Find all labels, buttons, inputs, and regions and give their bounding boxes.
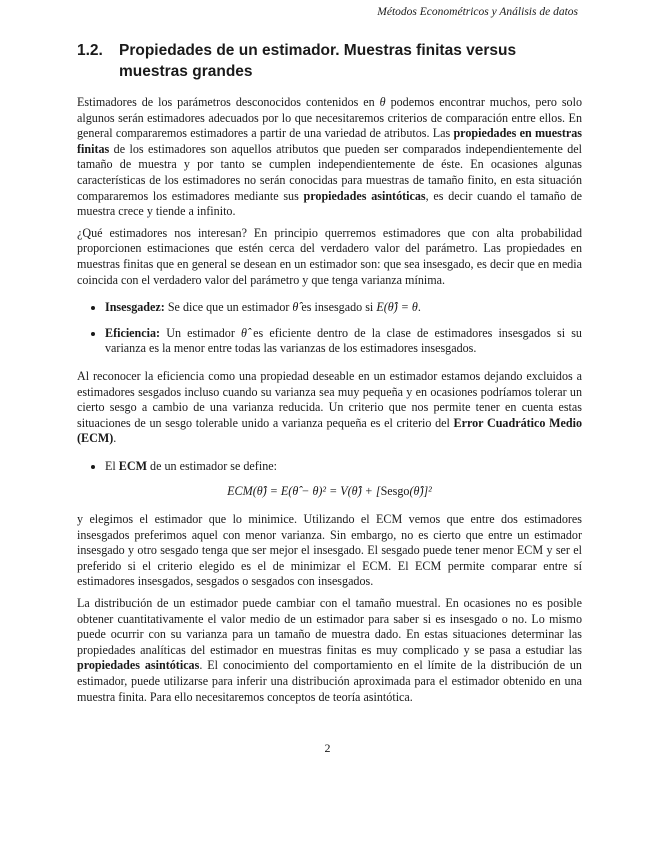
text-span: . [417,300,421,315]
paragraph-ecm-usage: y elegimos el estimador que lo minimice. Utilizando el ECM vemos que entre dos estimadores insesgados preferimos aquel con menor varianza. Sin embargo, no es cierto que entre un estimador insesgado y otro sesgado tenga que ser mejor el insesgado. El sesgado puede tener menor ECM y ser el preferido si el criterio elegido es el de minimizar el ECM. El ECM permite comparar entre sí estimadores insesgados, sesgados o sesgados con insesgados. [77,512,582,589]
property-list [77,300,582,357]
text-span: podemos encontrar muchos, pero solo algunos serán estimadores adecuados por lo que necesitaremos criterios de comparación entre ellos. En general compararemos estimadores a partir de una variedad de atributos. Las [77,95,582,141]
text-span: es eficiente dentro de la clase de estimadores insesgados si su varianza es la menor entre todas las varianzas de los estimadores insesgados. [105,325,582,356]
text-span: Estimadores de los parámetros desconocidos contenidos en [77,95,380,109]
ecm-formula [77,484,582,500]
bold-term-ecm: ECM [118,458,147,473]
paragraph-intro [77,95,582,220]
section-title: Propiedades de un estimador. Muestras finitas versus muestras grandes [119,42,517,80]
list-item-insesgadez [105,300,582,316]
bold-term-ecm: Error Cuadrático Medio (ECM) [77,415,582,446]
list-item-eficiencia [105,326,582,357]
text-span: Se dice que un estimador [164,300,293,315]
text-span: . El conocimiento del comportamiento en el límite de la distribución de un estimador, puede utilizarse para inferir una distribución aproximada para el estimador obtenido en una muestra finita. Para ello necesitaremos conceptos de teoría asintótica. [77,658,582,704]
section-heading [77,40,582,82]
text-span: Al reconocer la eficiencia como una propiedad deseable en un estimador estamos dejando excluidos a estimadores sesgados incluso cuando su varianza sea muy pequeña y en ocasiones podríamos tolerar un cierto sesgo a cambio de una varianza reducida. Un criterio que nos permite tener en cuenta estas situaciones de un sesgo tolerable unido a varianza pequeña es el criterio del [77,368,582,430]
text-span: de un estimador se define: [147,458,277,473]
text-span: es insesgado si [298,300,377,315]
bullet-label: Eficiencia: [105,325,161,340]
formula-sesgo: Sesgo [380,484,410,499]
text-span: El [105,458,119,473]
math-unbiased-condition: E(θ̂) = θ [376,300,418,315]
paragraph-interest: ¿Qué estimadores nos interesan? En principio querremos estimadores que con alta probabilidad proporcionen estimaciones que estén cerca del verdadero valor del parámetro. Las propiedades en muestras finitas que en general se desean en un estimador son: que sea insesgado, es decir que en media coincida con el verdadero valor del parámetro y que tenga varianza mínima. [77,225,582,287]
page-number: 2 [324,741,331,755]
ecm-list [77,459,582,475]
formula-part: ECM(θ̂) = E(θ̂ − θ)² = V(θ̂) + [ [227,484,381,499]
bold-term-asymptotic: propiedades asintóticas [303,188,426,203]
text-span: . [113,431,117,446]
text-span: de los estimadores son aquellos atributos que pueden ser comparados independientemente del tamaño de muestra y por tanto se cumplen independientemente de éste. En ocasiones algunas características de los estimadores no serán conocidas para muestras de tamaño finito, en esta situación compararemos los estimadores mediante sus [77,141,582,203]
formula-part: (θ̂)]² [409,484,432,499]
text-span: , es decir cuando el tamaño de muestra crece y tiende a infinito. [77,188,582,219]
text-span: La distribución de un estimador puede cambiar con el tamaño muestral. En ocasiones no es posible obtener cuantitativamente el valor medio de un estimador para saber si es insesgado o no. Lo mismo puede ocurrir con su varianza para un tamaño de muestra dado. En estas situaciones determinar las propiedades analíticas del estimador en muestras finitas es muy complicado y se pasa a estudiar las [77,596,582,657]
paragraph-distribution [77,596,582,705]
bold-term-asymptotic: propiedades asintóticas [77,658,200,673]
math-theta-hat: θ̂ [292,300,299,315]
math-theta-hat: θ̂ [241,325,247,340]
running-header: Métodos Econométricos y Análisis de datos [377,6,578,18]
list-item-ecm [105,459,582,475]
bullet-label: Insesgadez: [105,300,165,315]
math-theta: θ [379,95,386,109]
paragraph-efficiency [77,369,582,447]
bold-term-finite-sample: propiedades en muestras finitas [77,126,582,156]
body-text [77,95,582,711]
text-span: Un estimador [160,325,242,340]
section-number: 1.2. [77,42,103,59]
